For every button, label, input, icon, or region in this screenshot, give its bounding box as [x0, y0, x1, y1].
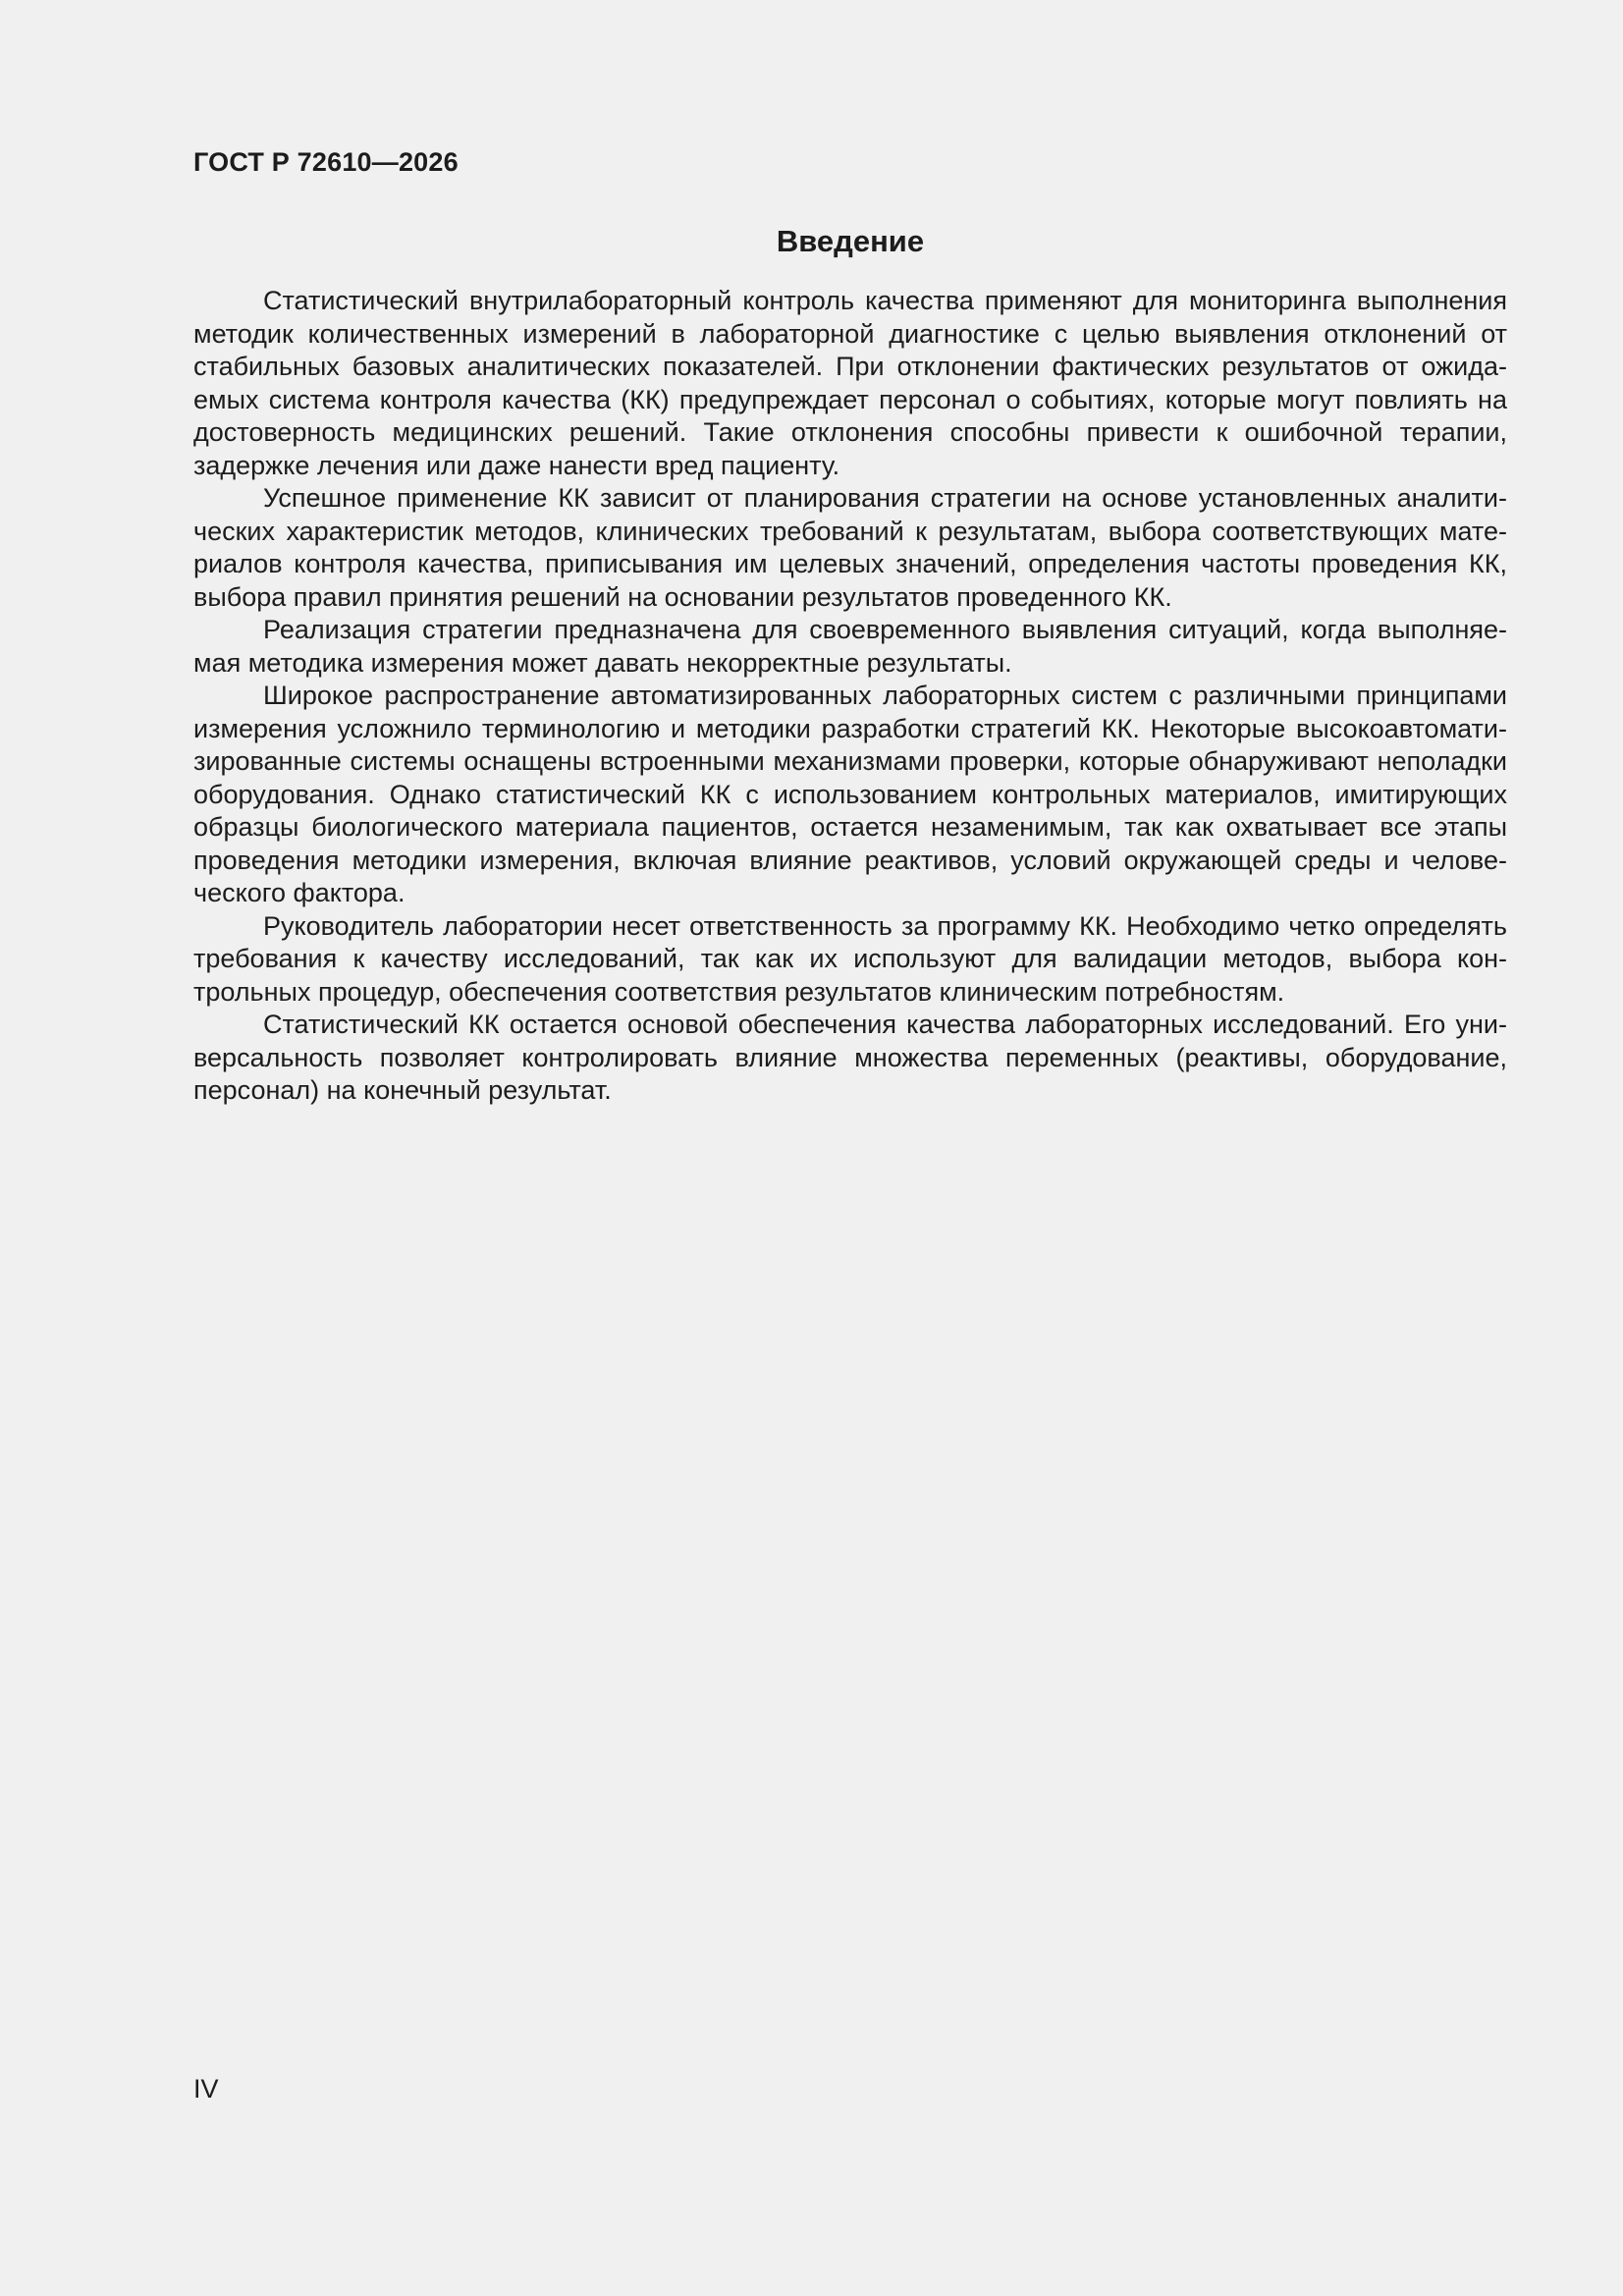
section-title: Введение	[776, 224, 925, 258]
paragraph-5: Руководитель лаборатории несет ответственность за программу КК. Необходимо четко определять требования к качеству исследований, так как их используют для валидации методов, выбора контрольных процедур, обеспечения соответствия результатов клиническим потребностям.	[193, 910, 1507, 1007]
paragraph-1: Статистический внутрилабораторный контроль качества применяют для мониторинга выполнения методик количественных измерений в лабораторной диагностике с целью выявления отклонений от стабильных базовых аналитических показателей. При отклонении фактических результатов от ожидаемых система контроля качества (КК) предупреждает персонал о событиях, которые могут повлиять на достоверность медицинских решений. Такие отклонения способны привести к ошибочной терапии, задержке лечения или даже нанести вред пациенту.	[193, 286, 1507, 480]
document-code-header: ГОСТ Р 72610—2026	[193, 147, 459, 177]
page-number: IV	[193, 2074, 219, 2104]
paragraph-6: Статистический КК остается основой обеспечения качества лабораторных исследований. Его универсальность позволяет контролировать влияние множества переменных (реактивы, оборудование, персонал) на конечный результат.	[193, 1010, 1507, 1105]
body-text	[193, 285, 1507, 1108]
paragraph-3: Реализация стратегии предназначена для своевременного выявления ситуаций, когда выполняемая методика измерения может давать некорректные результаты.	[193, 615, 1507, 678]
paragraph-4: Широкое распространение автоматизированных лабораторных систем с различными принципами измерения усложнило терминологию и методики разработки стратегий КК. Некоторые высокоавтоматизированные системы оснащены встроенными механизмами проверки, которые обнаруживают неполадки оборудования. Однако статистический КК с использованием контрольных материалов, имитирующих образцы биологического материала пациентов, остается незаменимым, так как охватывает все этапы проведения методики измерения, включая влияние реактивов, условий окружающей среды и человеческого фактора.	[193, 681, 1507, 907]
paragraph-2: Успешное применение КК зависит от планирования стратегии на основе установленных аналитических характеристик методов, клинических требований к результатам, выбора соответствующих материалов контроля качества, приписывания им целевых значений, определения частоты проведения КК, выбора правил принятия решений на основании результатов проведенного КК.	[193, 483, 1507, 612]
